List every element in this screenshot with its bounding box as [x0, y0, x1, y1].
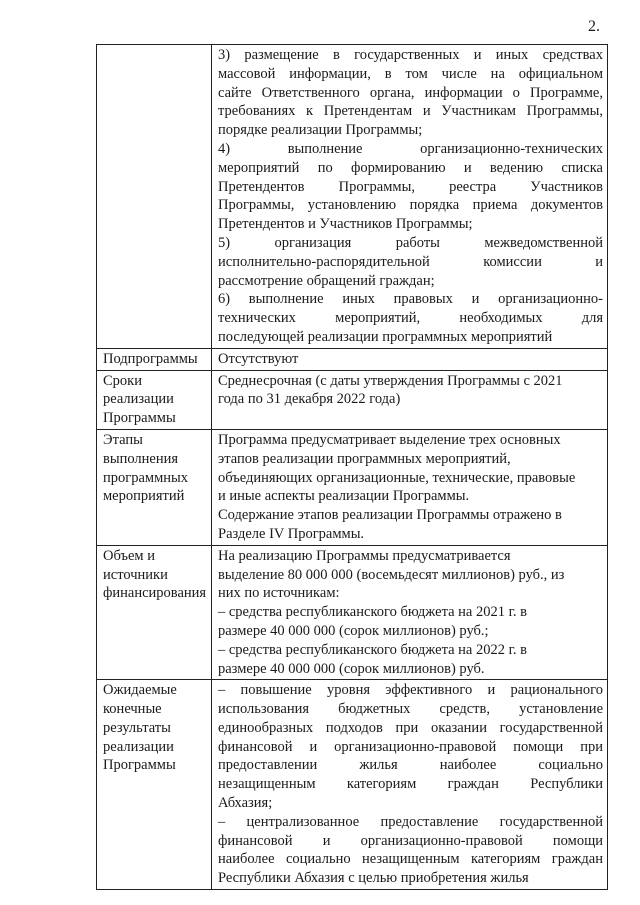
row-label-stages: Этапы выполнения программных мероприятий	[97, 429, 212, 545]
content-line: Разделе IV Программы.	[218, 525, 365, 542]
content-line: наиболее социально незащищенным категориям граждан	[218, 851, 603, 868]
row-content-terms	[212, 370, 608, 429]
page-number: 2.	[588, 18, 600, 35]
content-line: 4) выполнение организационно-технических	[218, 140, 603, 157]
content-line: размере 40 000 000 (сорок миллионов) руб.	[218, 660, 485, 677]
content-line: Претендентов Программы, реестра Участников	[218, 178, 603, 195]
content-line: Содержание этапов реализации Программы отражено в	[218, 507, 562, 524]
content-line: Абхазия;	[218, 795, 273, 812]
content-line: – повышение уровня эффективного и рационального	[218, 682, 603, 699]
content-line: порядке реализации Программы;	[218, 122, 423, 139]
table-row	[97, 680, 608, 890]
content-line: этапов реализации программных мероприятий,	[218, 450, 511, 467]
table-row	[97, 348, 608, 370]
row-content-stages	[212, 429, 608, 545]
table-row	[97, 429, 608, 545]
content-line: финансовой и организационно-правовой помощи	[218, 832, 603, 849]
row-content-subprograms	[212, 348, 608, 370]
content-line: Отсутствуют	[218, 350, 299, 367]
content-line: – средства республиканского бюджета на 2021 г. в	[218, 604, 528, 621]
content-line: финансовой и организационно-правовой помощи при	[218, 738, 603, 755]
content-line: Претендентов и Участников Программы;	[218, 216, 473, 233]
content-line: и иные аспекты реализации Программы.	[218, 488, 470, 505]
content-line: размере 40 000 000 (сорок миллионов) руб.;	[218, 622, 489, 639]
content-line: объединяющих организационные, технические, правовые	[218, 469, 576, 486]
content-line: них по источникам:	[218, 585, 340, 602]
row-label-subprograms: Подпрограммы	[97, 348, 212, 370]
row-content-funding	[212, 545, 608, 680]
content-line: Республики Абхазия с целью приобретения жилья	[218, 870, 529, 887]
row-label-empty	[97, 45, 212, 349]
content-line: сайте Ответственного органа, информации о Программе,	[218, 84, 603, 101]
table-row	[97, 545, 608, 680]
content-line: 6) выполнение иных правовых и организационно-	[218, 291, 603, 308]
content-line: предоставлении жилья наиболее социально	[218, 757, 603, 774]
content-line: года по 31 декабря 2022 года)	[218, 391, 401, 408]
row-content-responsible-tasks	[212, 45, 608, 349]
content-line: единообразных подходов при оказании государственной	[218, 719, 603, 736]
content-line: последующей реализации программных мероприятий	[218, 328, 553, 345]
content-line: – средства республиканского бюджета на 2022 г. в	[218, 641, 528, 658]
table-row	[97, 370, 608, 429]
content-line: использования бюджетных средств, установление	[218, 701, 603, 718]
content-line: выделение 80 000 000 (восемьдесят миллионов) руб., из	[218, 566, 565, 583]
content-line: Среднесрочная (с даты утверждения Программы с 2021	[218, 372, 563, 389]
row-label-results: Ожидаемые конечные результаты реализации Программы	[97, 680, 212, 890]
content-line: Программы, установлению порядка приема документов	[218, 197, 603, 214]
content-line: требованиях к Претендентам и Участникам Программы,	[218, 103, 603, 120]
content-line: рассмотрение обращений граждан;	[218, 272, 435, 289]
row-label-terms: Сроки реализации Программы	[97, 370, 212, 429]
content-line: – централизованное предоставление государственной	[218, 813, 603, 830]
content-line: 3) размещение в государственных и иных средствах	[218, 47, 603, 63]
row-content-results	[212, 680, 608, 890]
content-line: мероприятий по формированию и ведению списка	[218, 159, 603, 176]
content-line: 5) организация работы межведомственной	[218, 234, 603, 251]
row-label-funding: Объем и источники финансирования	[97, 545, 212, 680]
content-line: технических мероприятий, необходимых для	[218, 310, 603, 327]
content-line: На реализацию Программы предусматривается	[218, 547, 511, 564]
content-line: массовой информации, в том числе на официальном	[218, 65, 603, 82]
table-row	[97, 45, 608, 349]
passport-table	[96, 44, 608, 890]
content-line: исполнительно-распорядительной комиссии и	[218, 253, 603, 270]
content-line: Программа предусматривает выделение трех основных	[218, 431, 561, 448]
content-line: незащищенным категориям граждан Республики	[218, 776, 603, 793]
